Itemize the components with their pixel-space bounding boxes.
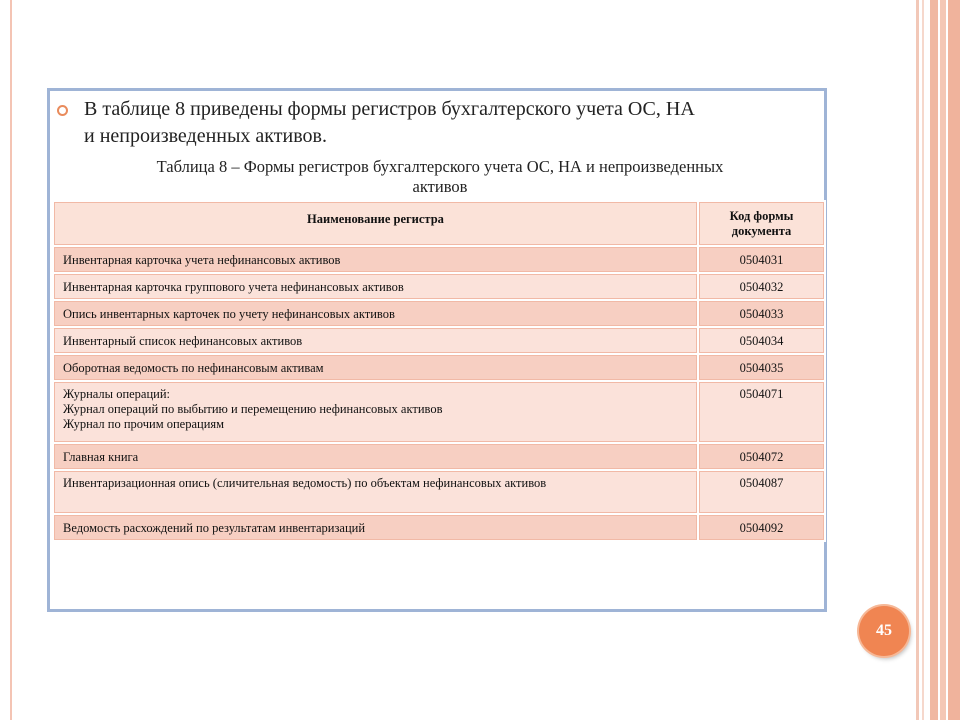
header-label: Код формы — [729, 209, 794, 223]
table-caption — [60, 157, 820, 197]
register-name-cell: Оборотная ведомость по нефинансовым активам — [53, 354, 698, 381]
table-row — [53, 381, 825, 443]
circle-bullet-icon — [57, 105, 68, 116]
register-name-cell: Инвентарный список нефинансовых активов — [53, 327, 698, 354]
register-name-line: Журнал операций по выбытию и перемещению нефинансовых активов — [63, 402, 443, 416]
register-name-line: Журнал по прочим операциям — [63, 417, 225, 431]
form-code-cell: 0504092 — [698, 514, 825, 541]
form-code-cell: 0504031 — [698, 246, 825, 273]
table-row — [53, 246, 825, 273]
register-name-cell — [53, 381, 698, 443]
form-code-cell: 0504035 — [698, 354, 825, 381]
table-header-row — [53, 201, 825, 246]
table-row — [53, 470, 825, 514]
form-code-cell: 0504032 — [698, 273, 825, 300]
caption-line: Таблица 8 – Формы регистров бухгалтерского учета ОС, НА и непроизведенных — [156, 157, 724, 176]
bullet-text-line: и непроизведенных активов. — [84, 125, 327, 147]
caption-line: активов — [412, 177, 468, 196]
register-name-cell: Инвентаризационная опись (сличительная ведомость) по объектам нефинансовых активов — [53, 470, 698, 514]
table-row — [53, 354, 825, 381]
table-row — [53, 327, 825, 354]
register-name-cell: Инвентарная карточка группового учета нефинансовых активов — [53, 273, 698, 300]
left-frame-line — [10, 0, 12, 720]
page-number: 45 — [876, 622, 892, 639]
bullet-paragraph — [57, 96, 827, 150]
register-name-line: Журналы операций: — [63, 387, 171, 401]
bullet-text-line: В таблице 8 приведены формы регистров бухгалтерского учета ОС, НА — [84, 98, 695, 120]
form-code-cell: 0504072 — [698, 443, 825, 470]
header-form-code — [698, 201, 825, 246]
table-row — [53, 443, 825, 470]
header-label: Наименование регистра — [307, 212, 444, 226]
form-code-cell: 0504033 — [698, 300, 825, 327]
register-name-cell: Ведомость расхождений по результатам инвентаризаций — [53, 514, 698, 541]
form-code-cell: 0504034 — [698, 327, 825, 354]
page-number-badge — [859, 606, 909, 656]
register-name-cell: Опись инвентарных карточек по учету нефинансовых активов — [53, 300, 698, 327]
register-name-cell: Главная книга — [53, 443, 698, 470]
table-row — [53, 514, 825, 541]
register-name-cell: Инвентарная карточка учета нефинансовых активов — [53, 246, 698, 273]
table-row — [53, 300, 825, 327]
header-label: документа — [731, 224, 792, 238]
right-decorative-stripes — [916, 0, 960, 720]
bullet-text — [84, 96, 695, 150]
header-register-name — [53, 201, 698, 246]
table-row — [53, 273, 825, 300]
form-code-cell: 0504087 — [698, 470, 825, 514]
registers-table — [52, 200, 826, 542]
form-code-cell: 0504071 — [698, 381, 825, 443]
